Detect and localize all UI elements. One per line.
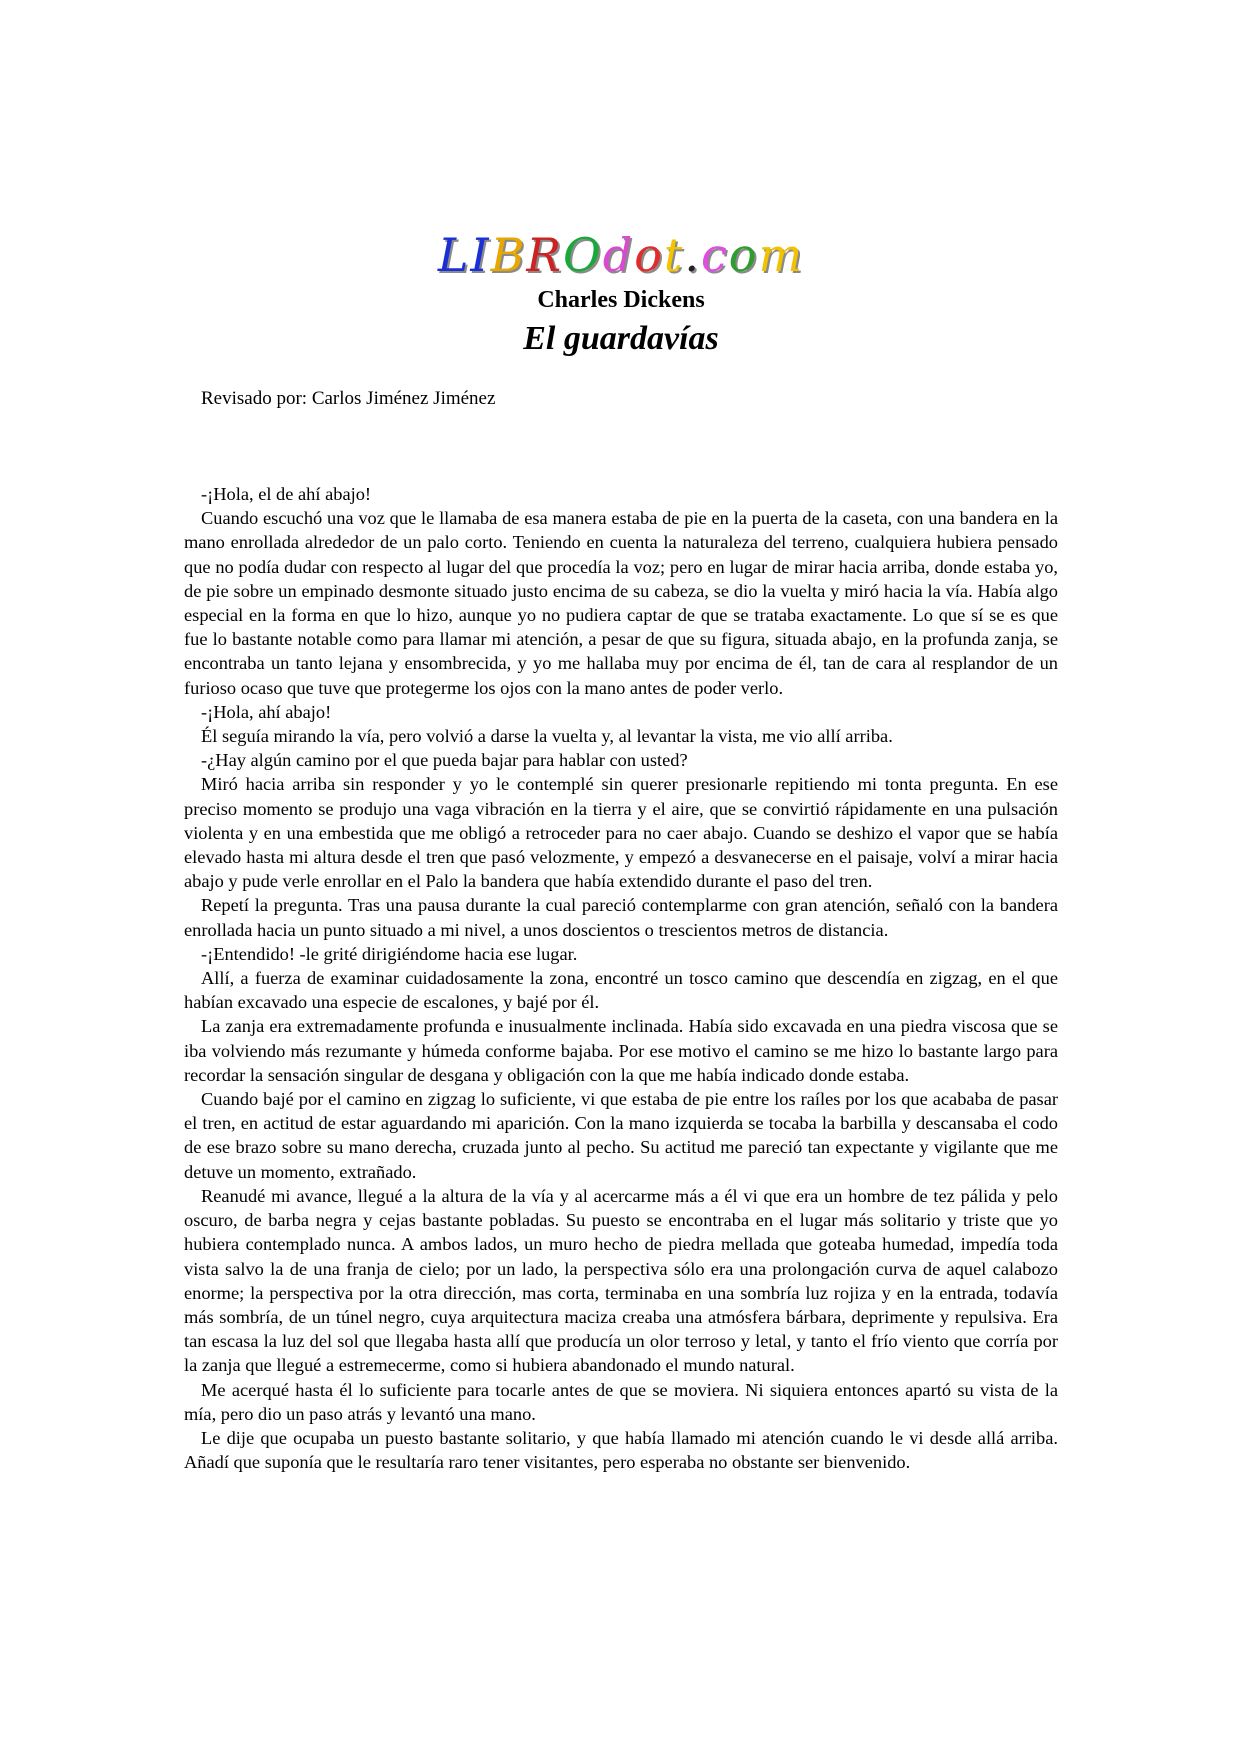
logo-letter: c [701, 228, 729, 282]
paragraph: Cuando escuchó una voz que le llamaba de esa manera estaba de pie en la puerta de la caseta, con una bandera en la mano enrollada alrededor de un palo corto. Teniendo en cuenta la naturaleza del terreno, cualquiera hubiera pensado que no podía dudar con respecto al lugar del que procedía la voz; pero en lugar de mirar hacia arriba, donde estaba yo, de pie sobre un empinado desmonte situado justo encima de su cabeza, se dio la vuelta y miró hacia la vía. Había algo especial en la forma en que lo hizo, aunque yo no pudiera captar de que se trataba exactamente. Lo que sí se es que fue lo bastante notable como para llamar mi atención, a pesar de que su figura, situada abajo, en la profunda zanja, se encontraba un tanto lejana y ensombrecida, y yo me hallaba muy por encima de él, tan de cara al resplandor de un furioso ocaso que tuve que protegerme los ojos con la mano antes de poder verlo. [184, 508, 1058, 698]
paragraph: Reanudé mi avance, llegué a la altura de la vía y al acercarme más a él vi que era un hombre de tez pálida y pelo oscuro, de barba negra y cejas bastante pobladas. Su puesto se encontraba en el lugar más solitario y triste que yo hubiera contemplado nunca. A ambos lados, un muro hecho de piedra mellada que goteaba humedad, impedía toda vista salvo la de una franja de cielo; por un lado, la perspectiva sólo era una prolongación curva de aquel calabozo enorme; la perspectiva por la otra dirección, mas corta, terminaba en una sombría luz rojiza y en la entrada, todavía más sombría, de un túnel negro, cuya arquitectura maciza creaba una atmósfera bárbara, deprimente y repulsiva. Era tan escasa la luz del sol que llegaba hasta allí que producía un olor terroso y letal, y tanto el frío viento que corría por la zanja que llegué a estremecerme, como si hubiera abandonado el mundo natural. [184, 1185, 1058, 1376]
logo-letter: L [437, 228, 471, 282]
logo-letter: m [758, 228, 805, 282]
logo-letter: R [526, 228, 564, 282]
logo-letter: t [663, 228, 685, 282]
logo-letter: o [634, 228, 664, 282]
logo-letter: I [470, 228, 491, 282]
paragraph: Allí, a fuerza de examinar cuidadosamente la zona, encontré un tosco camino que descendía en zigzag, en el que habían excavado una especie de escalones, y bajé por él. [184, 968, 1058, 1013]
logo-letter: . [684, 228, 702, 282]
paragraph: Me acerqué hasta él lo suficiente para tocarle antes de que se moviera. Ni siquiera entonces apartó su vista de la mía, pero dio un paso atrás y levantó una mano. [184, 1379, 1058, 1424]
paragraph: -¡Entendido! -le grité dirigiéndome hacia ese lugar. [201, 943, 578, 964]
paragraph: -¿Hay algún camino por el que pueda bajar para hablar con usted? [201, 750, 688, 771]
logo-letter: o [728, 228, 759, 282]
logo-letter: O [563, 228, 603, 282]
paragraph: Cuando bajé por el camino en zigzag lo suficiente, vi que estaba de pie entre los raíles por los que acababa de pasar el tren, en actitud de estar aguardando mi aparición. Con la mano izquierda se tocaba la barbilla y descansaba el codo de ese brazo sobre su mano derecha, cruzada junto al pecho. Su actitud me pareció tan expectante y vigilante que me detuve un momento, extrañado. [184, 1089, 1058, 1182]
author-name: Charles Dickens [537, 287, 705, 313]
paragraph: Él seguía mirando la vía, pero volvió a darse la vuelta y, al levantar la vista, me vio allí arriba. [201, 726, 893, 747]
paragraph: La zanja era extremadamente profunda e inusualmente inclinada. Había sido excavada en una piedra viscosa que se iba volviendo más rezumante y húmeda conforme bajaba. Por ese motivo el camino se me hizo lo bastante largo para recordar la sensación singular de desgana y obligación con la que me había indicado donde estaba. [184, 1016, 1058, 1085]
paragraph: Miró hacia arriba sin responder y yo le contemplé sin querer presionarle repitiendo mi tonta pregunta. En ese preciso momento se produjo una vaga vibración en la tierra y el aire, que se convirtió rápidamente en una pulsación violenta y en una embestida que me obligó a retroceder para no caer abajo. Cuando se deshizo el vapor que se había elevado hasta mi altura desde el tren que pasó velozmente, y empezó a desvanecerse en el paisaje, volví a mirar hacia abajo y pude verle enrollar en el Palo la bandera que había extendido durante el paso del tren. [184, 774, 1058, 892]
paragraph: Le dije que ocupaba un puesto bastante solitario, y que había llamado mi atención cuando le vi desde allá arriba. Añadí que suponía que le resultaría raro tener visitantes, pero esperaba no obstante ser bienvenido. [184, 1427, 1058, 1473]
paragraph: Repetí la pregunta. Tras una pausa durante la cual pareció contemplarme con gran atención, señaló con la bandera enrollada hacia un punto situado a mi nivel, a unos doscientos o trescientos metros de distancia. [184, 895, 1058, 940]
logo-letter: d [602, 228, 635, 282]
logo-letter: B [490, 228, 527, 282]
paragraph: -¡Hola, ahí abajo! [201, 701, 332, 722]
story-text [184, 482, 1058, 1474]
librodot-logo [0, 228, 1242, 282]
book-title: El guardavías [523, 320, 719, 357]
paragraph: -¡Hola, el de ahí abajo! [201, 484, 372, 504]
reviewed-by: Revisado por: Carlos Jiménez Jiménez [201, 388, 496, 409]
